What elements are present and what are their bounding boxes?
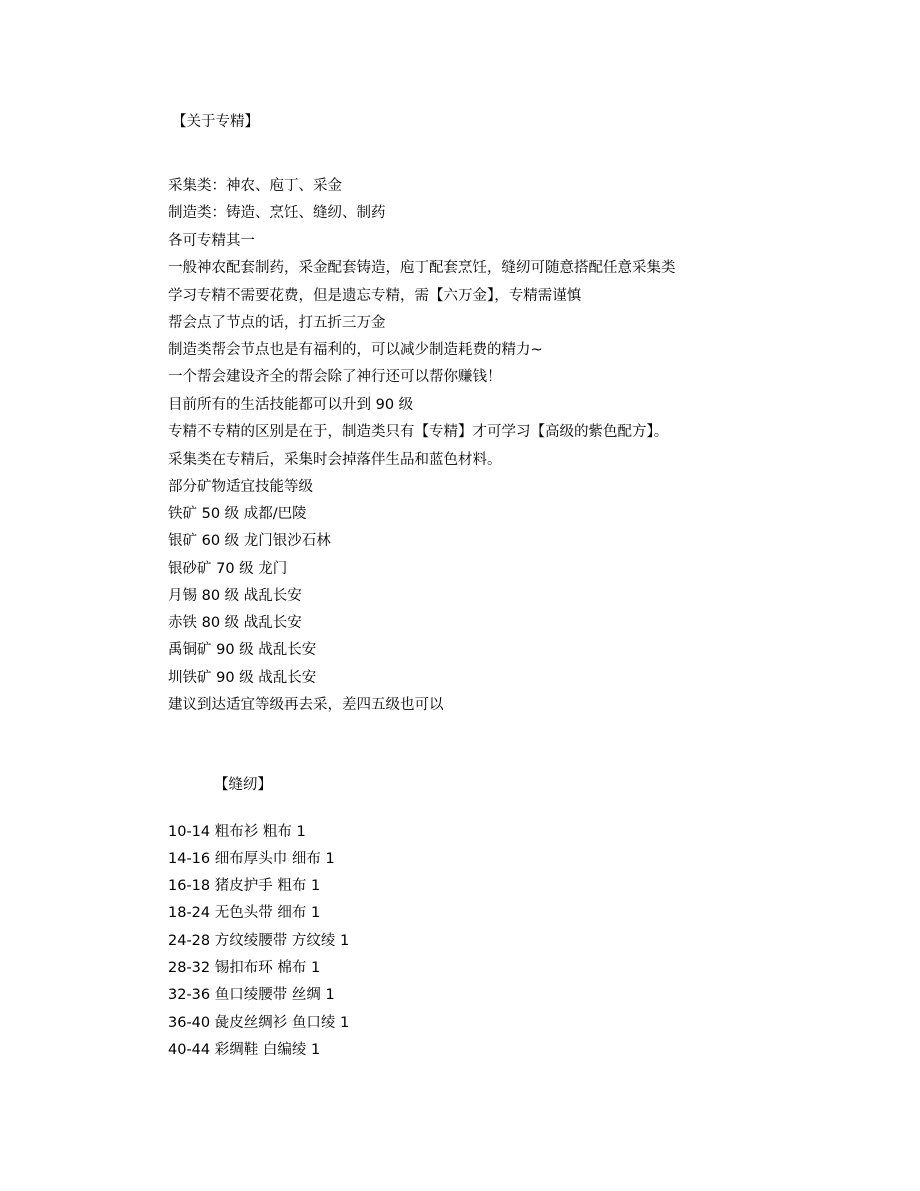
text-line: 帮会点了节点的话，打五折三万金 bbox=[168, 315, 386, 331]
ore-line: 铁矿 50 级 成都/巴陵 bbox=[168, 506, 307, 522]
text-line: 各可专精其一 bbox=[168, 233, 255, 249]
ore-line: 月锡 80 级 战乱长安 bbox=[168, 588, 302, 604]
text-line: 专精不专精的区别是在于，制造类只有【专精】才可学习【高级的紫色配方】。 bbox=[168, 424, 669, 440]
text-line: 一个帮会建设齐全的帮会除了神行还可以帮你赚钱！ bbox=[168, 369, 502, 385]
tailoring-row: 18-24 无色头带 细布 1 bbox=[168, 905, 321, 921]
tailoring-row: 28-32 锡扣布环 棉布 1 bbox=[168, 960, 321, 976]
text-line: 采集类在专精后，采集时会掉落伴生品和蓝色材料。 bbox=[168, 452, 502, 468]
tailoring-row: 16-18 猪皮护手 粗布 1 bbox=[168, 878, 321, 894]
tailoring-row: 24-28 方纹绫腰带 方纹绫 1 bbox=[168, 933, 350, 949]
tailoring-row: 36-40 彘皮丝绸衫 鱼口绫 1 bbox=[168, 1015, 350, 1031]
text-line: 部分矿物适宜技能等级 bbox=[168, 479, 313, 495]
ore-line: 赤铁 80 级 战乱长安 bbox=[168, 615, 302, 631]
text-line: 制造类帮会节点也是有福利的，可以减少制造耗费的精力~ bbox=[168, 342, 543, 358]
text-line: 学习专精不需要花费，但是遗忘专精，需【六万金】，专精需谨慎 bbox=[168, 288, 582, 304]
text-line: 目前所有的生活技能都可以升到 90 级 bbox=[168, 397, 414, 413]
ore-line: 银砂矿 70 级 龙门 bbox=[168, 561, 288, 577]
section-heading-tailoring: 【缝纫】 bbox=[214, 777, 272, 793]
ore-line: 银矿 60 级 龙门银沙石林 bbox=[168, 533, 331, 549]
tailoring-row: 14-16 细布厚头巾 细布 1 bbox=[168, 851, 335, 867]
tailoring-row: 10-14 粗布衫 粗布 1 bbox=[168, 824, 306, 840]
ore-line: 圳铁矿 90 级 战乱长安 bbox=[168, 670, 317, 686]
text-line: 制造类：铸造、烹饪、缝纫、制药 bbox=[168, 205, 386, 221]
tailoring-row: 40-44 彩绸鞋 白编绫 1 bbox=[168, 1042, 321, 1058]
section-heading-specialization: 【关于专精】 bbox=[172, 114, 259, 130]
text-line: 一般神农配套制药，采金配套铸造，庖丁配套烹饪，缝纫可随意搭配任意采集类 bbox=[168, 260, 676, 276]
tailoring-row: 32-36 鱼口绫腰带 丝绸 1 bbox=[168, 987, 335, 1003]
text-line: 建议到达适宜等级再去采，差四五级也可以 bbox=[168, 697, 444, 713]
text-line: 采集类：神农、庖丁、采金 bbox=[168, 178, 342, 194]
ore-line: 禹铜矿 90 级 战乱长安 bbox=[168, 642, 317, 658]
